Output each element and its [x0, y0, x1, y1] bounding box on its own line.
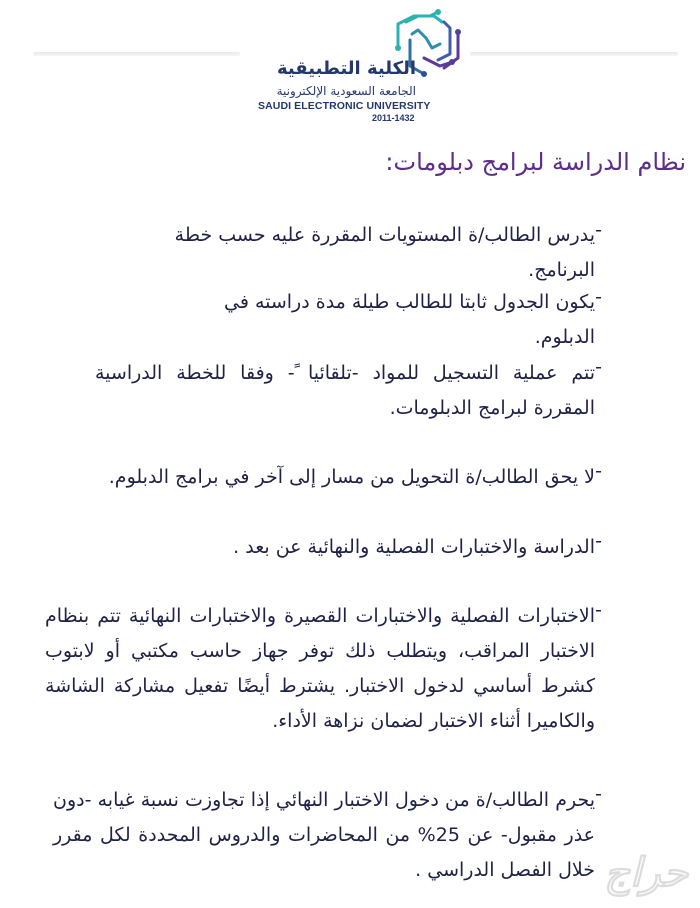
bullet-dash: -: [595, 530, 602, 552]
header-divider-right: [470, 52, 678, 56]
university-logo: [254, 6, 474, 124]
logo-university-english: SAUDI ELECTRONIC UNIVERSITY: [258, 100, 431, 112]
list-item: الاختبارات الفصلية والاختبارات القصيرة والاختبارات النهائية تتم بنظام الاختبار المراقب، ويتطلب ذلك توفر جهاز حاسب مكتبي أو لابتوب كشرط أساسي لدخول الاختبار. يشترط أيضًا تفعيل مشاركة الشاشة والكاميرا أثناء الاختبار لضمان نزاهة الأداء.: [45, 605, 595, 732]
list-item: لا يحق الطالب/ة التحويل من مسار إلى آخر في برامج الدبلوم.: [108, 466, 595, 488]
bullet-dash: -: [595, 599, 602, 621]
header-divider-left: [33, 52, 240, 56]
page-title: نظام الدراسة لبرامج دبلومات:: [385, 148, 686, 176]
list-item: يكون الجدول ثابتا للطالب طيلة مدة دراسته في الدبلوم.: [223, 291, 595, 348]
list-item: تتم عملية التسجيل للمواد -تلقائيا ً- وفقا للخطة الدراسية المقررة لبرامج الدبلومات.: [95, 362, 595, 419]
bullet-dash: -: [595, 783, 602, 805]
logo-years: 2011-1432: [372, 113, 415, 123]
bullet-dash: -: [595, 219, 602, 241]
bullet-dash: -: [595, 460, 602, 482]
list-item: الدراسة والاختبارات الفصلية والنهائية عن بعد .: [233, 536, 595, 558]
logo-college-name: الكلية التطبيقية: [277, 58, 416, 79]
logo-university-arabic: الجامعة السعودية الإلكترونية: [276, 84, 416, 98]
list-item: يدرس الطالب/ة المستويات المقررة عليه حسب خطة البرنامج.: [174, 224, 595, 281]
list-item: يحرم الطالب/ة من دخول الاختبار النهائي إذا تجاوزت نسبة غيابه -دون عذر مقبول- عن 25% من المحاضرات والدروس المحددة لكل مقرر خلال الفصل الدراسي .: [53, 789, 596, 881]
bullet-dash: -: [595, 356, 602, 378]
bullet-dash: -: [595, 286, 602, 308]
haraj-watermark: حراج: [604, 850, 688, 896]
